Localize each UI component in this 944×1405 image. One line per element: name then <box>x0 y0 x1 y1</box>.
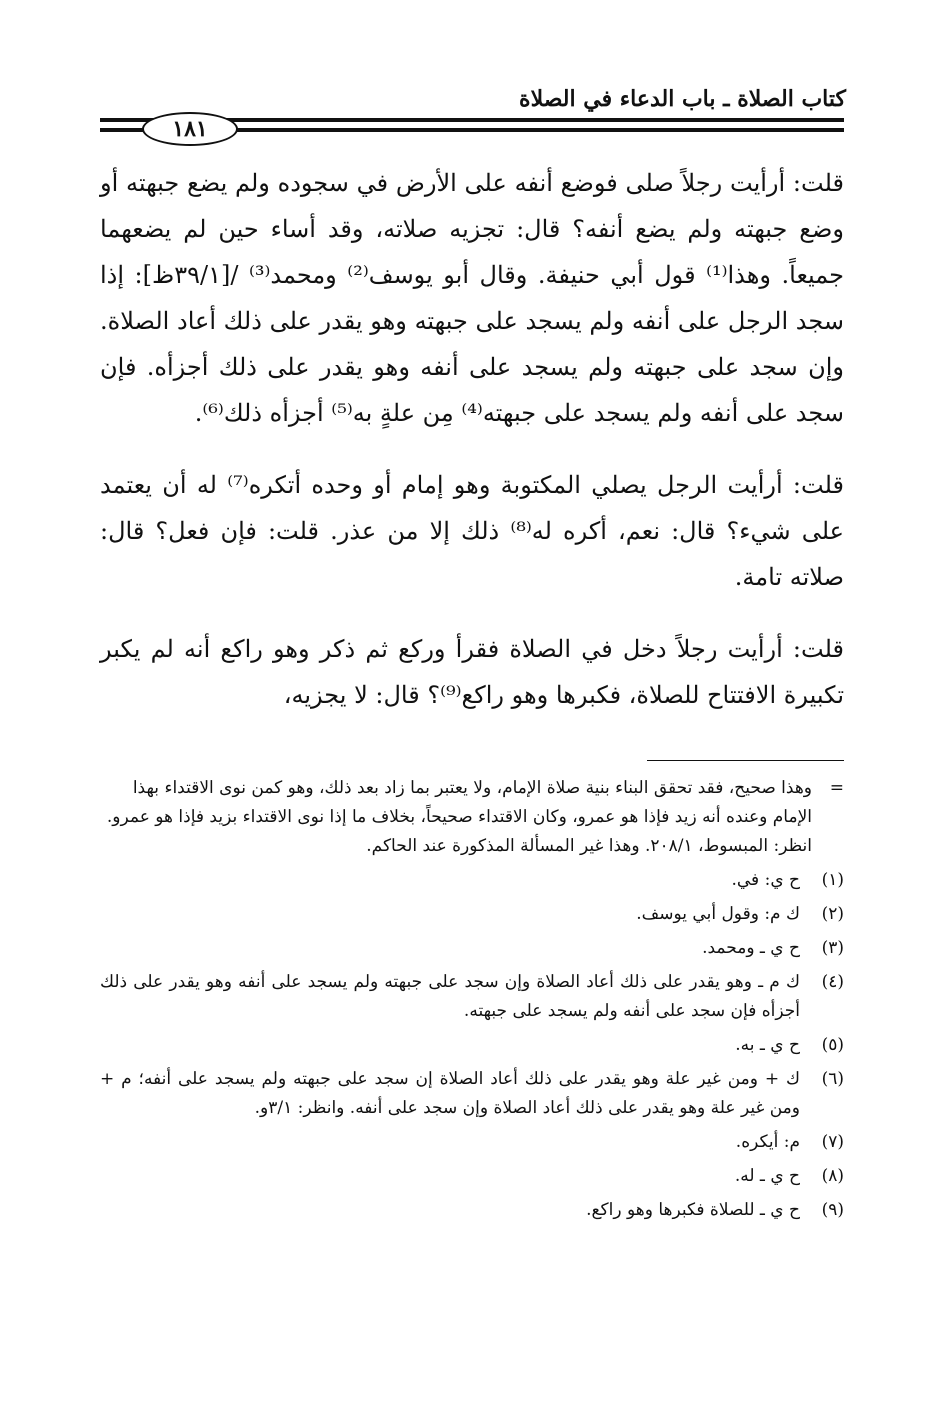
paragraph: قلت: أرأيت رجلاً دخل في الصلاة فقرأ وركع ثم ذكر وهو راكع أنه لم يكبر تكبيرة الافتتاح للصلاة، فكبرها وهو راكع⁽⁹⁾؟ قال: لا يجزيه، <box>100 635 844 709</box>
footnote-text: ح ي ـ ومحمد. <box>702 938 800 958</box>
footnote-number: (٦) <box>821 1069 844 1089</box>
footnote-text: ح ي ـ به. <box>735 1035 800 1055</box>
footnotes <box>100 774 844 1230</box>
footnote <box>100 1031 844 1060</box>
continuation-text: وهذا صحيح، فقد تحقق البناء بنية صلاة الإمام، ولا يعتبر بما زاد بعد ذلك، وهو كمن نوى الاقتداء بهذا الإمام وعنده أنه زيد فإذا هو عمرو، وكان الاقتداء صحيحاً، بخلاف ما إذا نوى الاقتداء بزيد فإذا هو عمرو. انظر: المبسوط، ٢٠٨/١. وهذا غير المسألة المذكورة عند الحاكم. <box>106 778 812 856</box>
footnote-separator <box>647 760 844 761</box>
footnote-number: (٣) <box>821 938 844 958</box>
footnote-text: ح ي ـ له. <box>734 1166 800 1186</box>
page-number-text: ١٨١ <box>172 116 208 142</box>
footnote-number: (٤) <box>821 972 844 992</box>
footnote <box>100 1065 844 1123</box>
footnote-number: (٩) <box>821 1200 844 1220</box>
footnote-number: (٢) <box>821 904 844 924</box>
footnote-text: ح ي ـ للصلاة فكبرها وهو راكع. <box>586 1200 800 1220</box>
paragraph: قلت: أرأيت رجلاً صلى فوضع أنفه على الأرض في سجوده ولم يضع جبهته أو وضع جبهته ولم يضع أنفه؟ قال: تجزيه صلاته، وقد أساء حين لم يضعهما جميعاً. وهذا⁽¹⁾ قول أبي حنيفة. وقال أبو يوسف⁽²⁾ ومحمد⁽³⁾ /[٣٩/١ظ]: إذا سجد الرجل على أنفه ولم يسجد على جبهته وهو يقدر على ذلك أعاد الصلاة. وإن سجد على جبهته ولم يسجد على أنفه وهو يقدر على ذلك أجزأه. فإن سجد على أنفه ولم يسجد على جبهته⁽⁴⁾ مِن علةٍ به⁽⁵⁾ أجزأه ذلك⁽⁶⁾. <box>100 169 845 427</box>
footnote <box>100 1196 844 1225</box>
footnote <box>100 968 844 1026</box>
footnote-text: ح ي: في. <box>731 870 800 890</box>
footnote-number: (٥) <box>821 1035 844 1055</box>
running-title: كتاب الصلاة ـ باب الدعاء في الصلاة <box>519 86 846 112</box>
footnote <box>100 900 844 929</box>
footnote <box>100 1162 844 1191</box>
footnote-number: (٧) <box>821 1132 844 1152</box>
continuation-marker: = <box>829 778 844 798</box>
paragraph: قلت: أرأيت الرجل يصلي المكتوبة وهو إمام أو وحده أتكره⁽⁷⁾ له أن يعتمد على شيء؟ قال: نعم، أكره له⁽⁸⁾ ذلك إلا من عذر. قلت: فإن فعل؟ قال: صلاته تامة. <box>100 471 844 591</box>
footnote <box>100 1128 844 1157</box>
footnote-text: م: أيكره. <box>735 1132 800 1152</box>
footnote-number: (٨) <box>821 1166 844 1186</box>
footnote-text: ك م: وقول أبي يوسف. <box>636 904 800 924</box>
footnote <box>100 934 844 963</box>
footnote-text: ك + ومن غير علة وهو يقدر على ذلك أعاد الصلاة إن سجد على جبهته ولم يسجد على أنفه؛ م + ومن غير علة وهو يقدر على ذلك أعاد الصلاة وإن سجد على أنفه. وانظر: ٣/١و. <box>100 1069 800 1118</box>
page-number <box>142 112 238 146</box>
footnote-text: ك م ـ وهو يقدر على ذلك أعاد الصلاة وإن سجد على جبهته ولم يسجد على أنفه وهو يقدر على ذلك أجزأه فإن سجد على أنفه ولم يسجد على جبهته. <box>100 972 800 1021</box>
main-text <box>100 160 844 718</box>
footnote-continuation <box>100 774 844 861</box>
footnote-number: (١) <box>821 870 844 890</box>
footnote <box>100 866 844 895</box>
